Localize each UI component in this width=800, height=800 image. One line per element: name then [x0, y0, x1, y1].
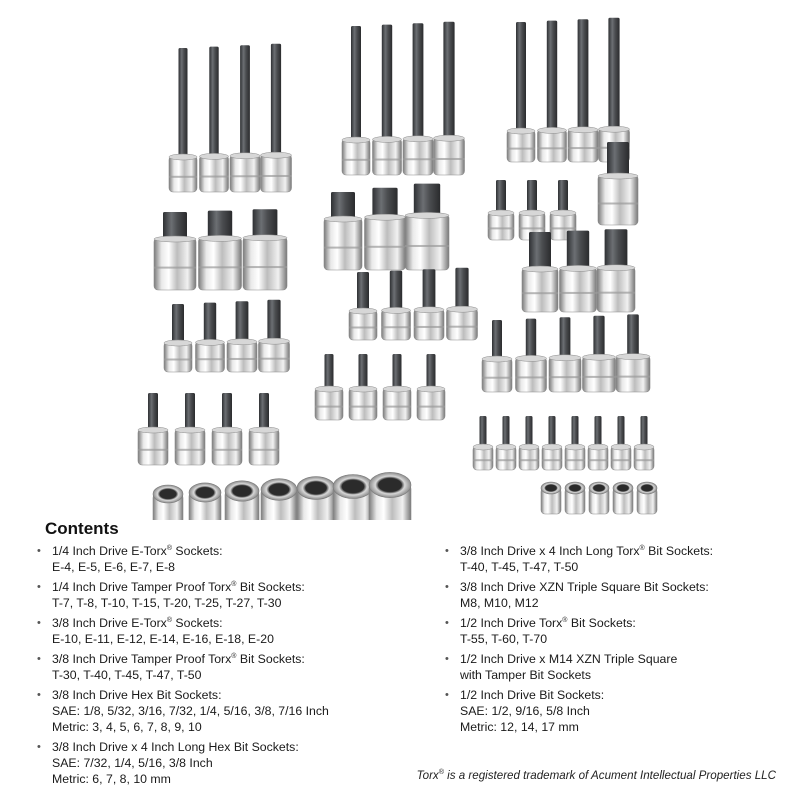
bit-socket	[482, 320, 512, 392]
contents-item	[445, 687, 800, 735]
bit-socket	[324, 192, 362, 270]
e-torx-socket	[613, 482, 633, 514]
contents-list-right	[445, 543, 800, 739]
e-torx-socket	[565, 482, 585, 514]
bit-socket	[447, 268, 478, 340]
contents-item-heading: 3/8 Inch Drive x 4 Inch Long Torx® Bit Sockets:	[460, 544, 714, 558]
bit-socket	[634, 416, 654, 470]
e-torx-socket	[589, 482, 609, 514]
contents-item	[37, 739, 432, 787]
contents-item	[37, 651, 432, 683]
contents-item-detail: SAE: 1/8, 5/32, 3/16, 7/32, 1/4, 5/16, 3/8, 7/16 Inch	[52, 704, 329, 718]
contents-item-detail: SAE: 7/32, 1/4, 5/16, 3/8 Inch	[52, 756, 213, 770]
bullet-icon: •	[445, 617, 449, 629]
bit-socket	[519, 416, 539, 470]
contents-item-heading: 3/8 Inch Drive Hex Bit Sockets:	[52, 688, 222, 702]
contents-item-detail: Metric: 3, 4, 5, 6, 7, 8, 9, 10	[52, 720, 202, 734]
contents-item	[37, 687, 432, 735]
contents-item-heading: 3/8 Inch Drive E-Torx® Sockets:	[52, 616, 223, 630]
bit-socket	[342, 26, 370, 175]
bit-socket	[507, 22, 535, 162]
bit-socket	[496, 416, 516, 470]
contents-item-heading: 3/8 Inch Drive XZN Triple Square Bit Sockets:	[460, 580, 709, 594]
bit-socket	[154, 212, 196, 290]
bullet-icon: •	[37, 581, 41, 593]
contents-item-heading: 3/8 Inch Drive Tamper Proof Torx® Bit Sockets:	[52, 652, 305, 666]
bit-socket	[227, 301, 257, 372]
contents-item-detail: E-4, E-5, E-6, E-7, E-8	[52, 560, 176, 574]
bit-socket	[138, 393, 168, 465]
bit-socket	[365, 188, 406, 270]
bullet-icon: •	[445, 689, 449, 701]
contents-item-heading: 1/2 Inch Drive Torx® Bit Sockets:	[460, 616, 636, 630]
bit-socket	[405, 184, 449, 270]
e-torx-socket	[541, 482, 561, 514]
bit-socket	[383, 354, 411, 420]
bullet-icon: •	[37, 689, 41, 701]
bit-socket	[522, 232, 558, 312]
bit-socket	[169, 48, 197, 192]
bit-socket	[373, 25, 402, 175]
bit-socket	[212, 393, 242, 465]
bit-socket	[616, 314, 650, 392]
bit-socket	[249, 393, 279, 465]
bit-socket	[538, 21, 567, 162]
bit-socket	[349, 272, 377, 340]
bullet-icon: •	[37, 617, 41, 629]
bit-socket	[516, 319, 547, 392]
bit-socket	[414, 269, 444, 340]
e-torx-socket	[637, 482, 657, 514]
bullet-icon: •	[37, 653, 41, 665]
bit-socket	[549, 317, 581, 392]
bit-socket	[611, 416, 631, 470]
contents-item-detail: Metric: 6, 7, 8, 10 mm	[52, 772, 171, 786]
bit-socket	[243, 209, 287, 290]
contents-item-detail: E-10, E-11, E-12, E-14, E-16, E-18, E-20	[52, 632, 274, 646]
contents-item-detail: with Tamper Bit Sockets	[460, 668, 591, 682]
contents-item-heading: 1/4 Inch Drive Tamper Proof Torx® Bit Sockets:	[52, 580, 305, 594]
bit-socket	[519, 180, 545, 240]
bit-socket	[403, 23, 433, 175]
bit-socket	[599, 18, 630, 162]
contents-item-detail: SAE: 1/2, 9/16, 5/8 Inch	[460, 704, 590, 718]
bit-socket	[164, 304, 192, 372]
contents-item	[445, 615, 800, 647]
contents-item-heading: 1/2 Inch Drive Bit Sockets:	[460, 688, 605, 702]
contents-item	[445, 579, 800, 611]
contents-item	[37, 579, 432, 611]
e-torx-socket	[189, 483, 221, 520]
bullet-icon: •	[445, 545, 449, 557]
bit-socket	[565, 416, 585, 470]
bit-socket	[542, 416, 562, 470]
bit-socket	[434, 22, 465, 175]
e-torx-socket	[225, 481, 259, 520]
contents-item	[445, 651, 800, 683]
e-torx-socket	[369, 472, 411, 520]
bit-socket	[261, 44, 292, 192]
bit-socket	[382, 271, 411, 340]
bit-socket	[417, 354, 445, 420]
bit-socket	[230, 45, 260, 192]
e-torx-socket	[333, 475, 373, 521]
trademark-footnote: Torx® is a registered trademark of Acument Intellectual Properties LLC	[416, 769, 776, 782]
contents-item	[37, 543, 432, 575]
contents-item	[37, 615, 432, 647]
contents-item-detail: M8, M10, M12	[460, 596, 539, 610]
bullet-icon: •	[445, 653, 449, 665]
bullet-icon: •	[445, 581, 449, 593]
contents-title: Contents	[45, 519, 119, 538]
contents-item-detail: T-55, T-60, T-70	[460, 632, 548, 646]
bit-socket	[200, 47, 229, 192]
e-torx-socket	[297, 477, 335, 520]
bit-socket	[568, 19, 598, 162]
bit-socket	[259, 300, 290, 372]
bit-socket	[597, 229, 635, 312]
contents-item-detail: T-40, T-45, T-47, T-50	[460, 560, 579, 574]
contents-list-left	[37, 543, 432, 791]
contents-item-heading: 1/2 Inch Drive x M14 XZN Triple Square	[460, 652, 678, 666]
bit-socket	[488, 180, 514, 240]
bit-socket	[583, 316, 616, 392]
contents-item-heading: 1/4 Inch Drive E-Torx® Sockets:	[52, 544, 223, 558]
contents-item-heading: 3/8 Inch Drive x 4 Inch Long Hex Bit Sockets:	[52, 740, 299, 754]
e-torx-socket	[261, 479, 297, 520]
bullet-icon: •	[37, 545, 41, 557]
bit-socket	[199, 211, 242, 290]
bit-socket	[349, 354, 377, 420]
bit-socket	[196, 303, 225, 372]
contents-item-detail: T-7, T-8, T-10, T-15, T-20, T-25, T-27, T-30	[52, 596, 282, 610]
bit-socket	[315, 354, 343, 420]
bit-socket	[473, 416, 493, 470]
contents-item-detail: Metric: 12, 14, 17 mm	[460, 720, 579, 734]
e-torx-socket	[153, 485, 183, 520]
bit-socket	[175, 393, 205, 465]
contents-item-detail: T-30, T-40, T-45, T-47, T-50	[52, 668, 202, 682]
bit-socket	[560, 231, 597, 312]
bullet-icon: •	[37, 741, 41, 753]
contents-item	[445, 543, 800, 575]
bit-socket	[588, 416, 608, 470]
